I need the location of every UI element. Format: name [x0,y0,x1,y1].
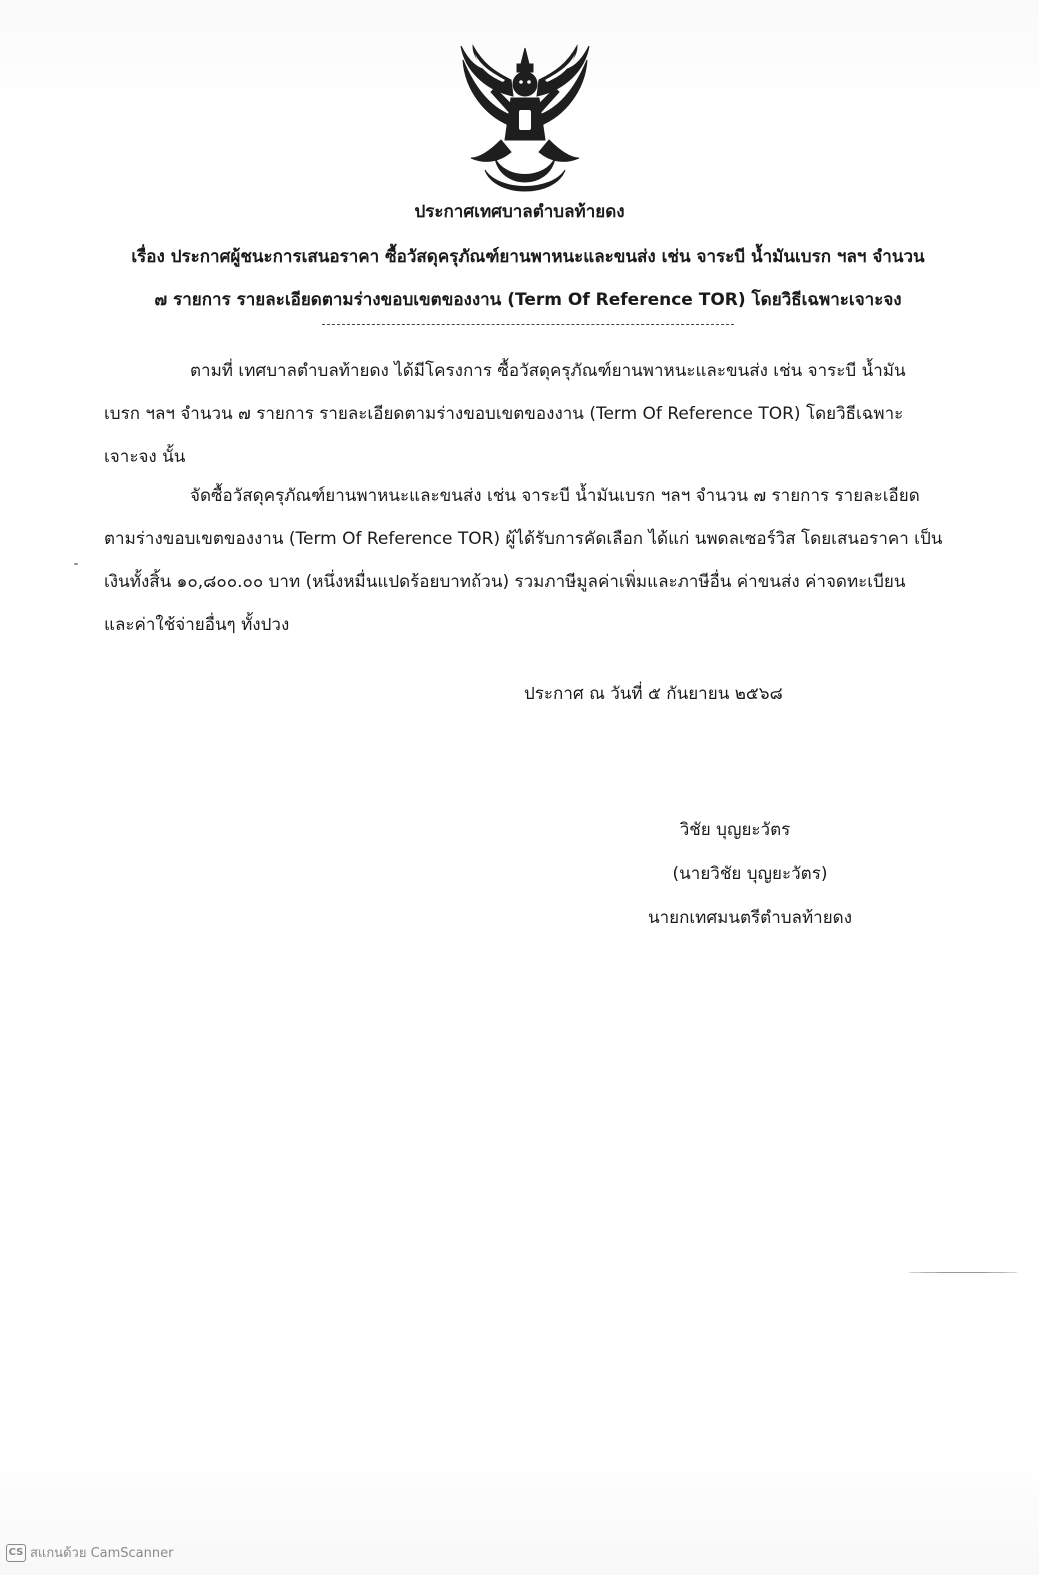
scan-mark [908,1272,1018,1273]
paragraph-line: และค่าใช้จ่ายอื่นๆ ทั้งปวง [104,615,290,635]
subject-line: ๗ รายการ รายละเอียดตามร่างขอบเขตของงาน (Term Of Reference TOR) โดยวิธีเฉพาะเจาะจง [154,290,902,310]
scanner-watermark [6,1542,173,1563]
signatory-full-name: (นายวิชัย บุญยะวัตร) [672,864,828,884]
announcement-subject [108,236,948,322]
scanner-text: สแกนด้วย CamScanner [30,1546,174,1561]
paragraph-line: เงินทั้งสิ้น ๑๐,๘๐๐.๐๐ บาท (หนึ่งหมื่นแปดร้อยบาทถ้วน) รวมภาษีมูลค่าเพิ่มและภาษีอื่น ค่าขนส่ง ค่าจดทะเบียน [104,572,906,592]
body-paragraph-2 [104,475,943,647]
dashed-divider [322,324,734,325]
scan-speck [74,563,78,565]
announcement-title: ประกาศเทศบาลตำบลท้ายดง [414,202,625,222]
paragraph-line: จัดซื้อวัสดุครุภัณฑ์ยานพาหนะและขนส่ง เช่น จาระบี น้ำมันเบรก ฯลฯ จำนวน ๗ รายการ รายละเอียด [190,486,920,506]
camscanner-logo-icon: CS [6,1544,26,1562]
body-paragraph-1 [104,350,940,479]
garuda-emblem-icon [455,40,595,198]
subject-line: เรื่อง ประกาศผู้ชนะการเสนอราคา ซื้อวัสดุครุภัณฑ์ยานพาหนะและขนส่ง เช่น จาระบี น้ำมันเบรก ฯลฯ จำนวน [131,247,925,267]
paragraph-line: เบรก ฯลฯ จำนวน ๗ รายการ รายละเอียดตามร่างขอบเขตของงาน (Term Of Reference TOR) โดยวิธีเฉพาะ [104,404,904,424]
paragraph-line: เจาะจง นั้น [104,447,186,467]
signature-block [600,808,900,940]
signatory-position: นายกเทศมนตรีตำบลท้ายดง [647,908,853,928]
signed-name: วิชัย บุญยะวัตร [679,820,791,840]
paragraph-line: ตามที่ เทศบาลตำบลท้ายดง ได้มีโครงการ ซื้อวัสดุครุภัณฑ์ยานพาหนะและขนส่ง เช่น จาระบี น้ำมัน [190,361,906,381]
announcement-date: ประกาศ ณ วันที่ ๕ กันยายน ๒๕๖๘ [524,684,783,704]
paragraph-line: ตามร่างขอบเขตของงาน (Term Of Reference TOR) ผู้ได้รับการคัดเลือก ได้แก่ นพดลเซอร์วิส โดยเสนอราคา เป็น [104,529,943,549]
